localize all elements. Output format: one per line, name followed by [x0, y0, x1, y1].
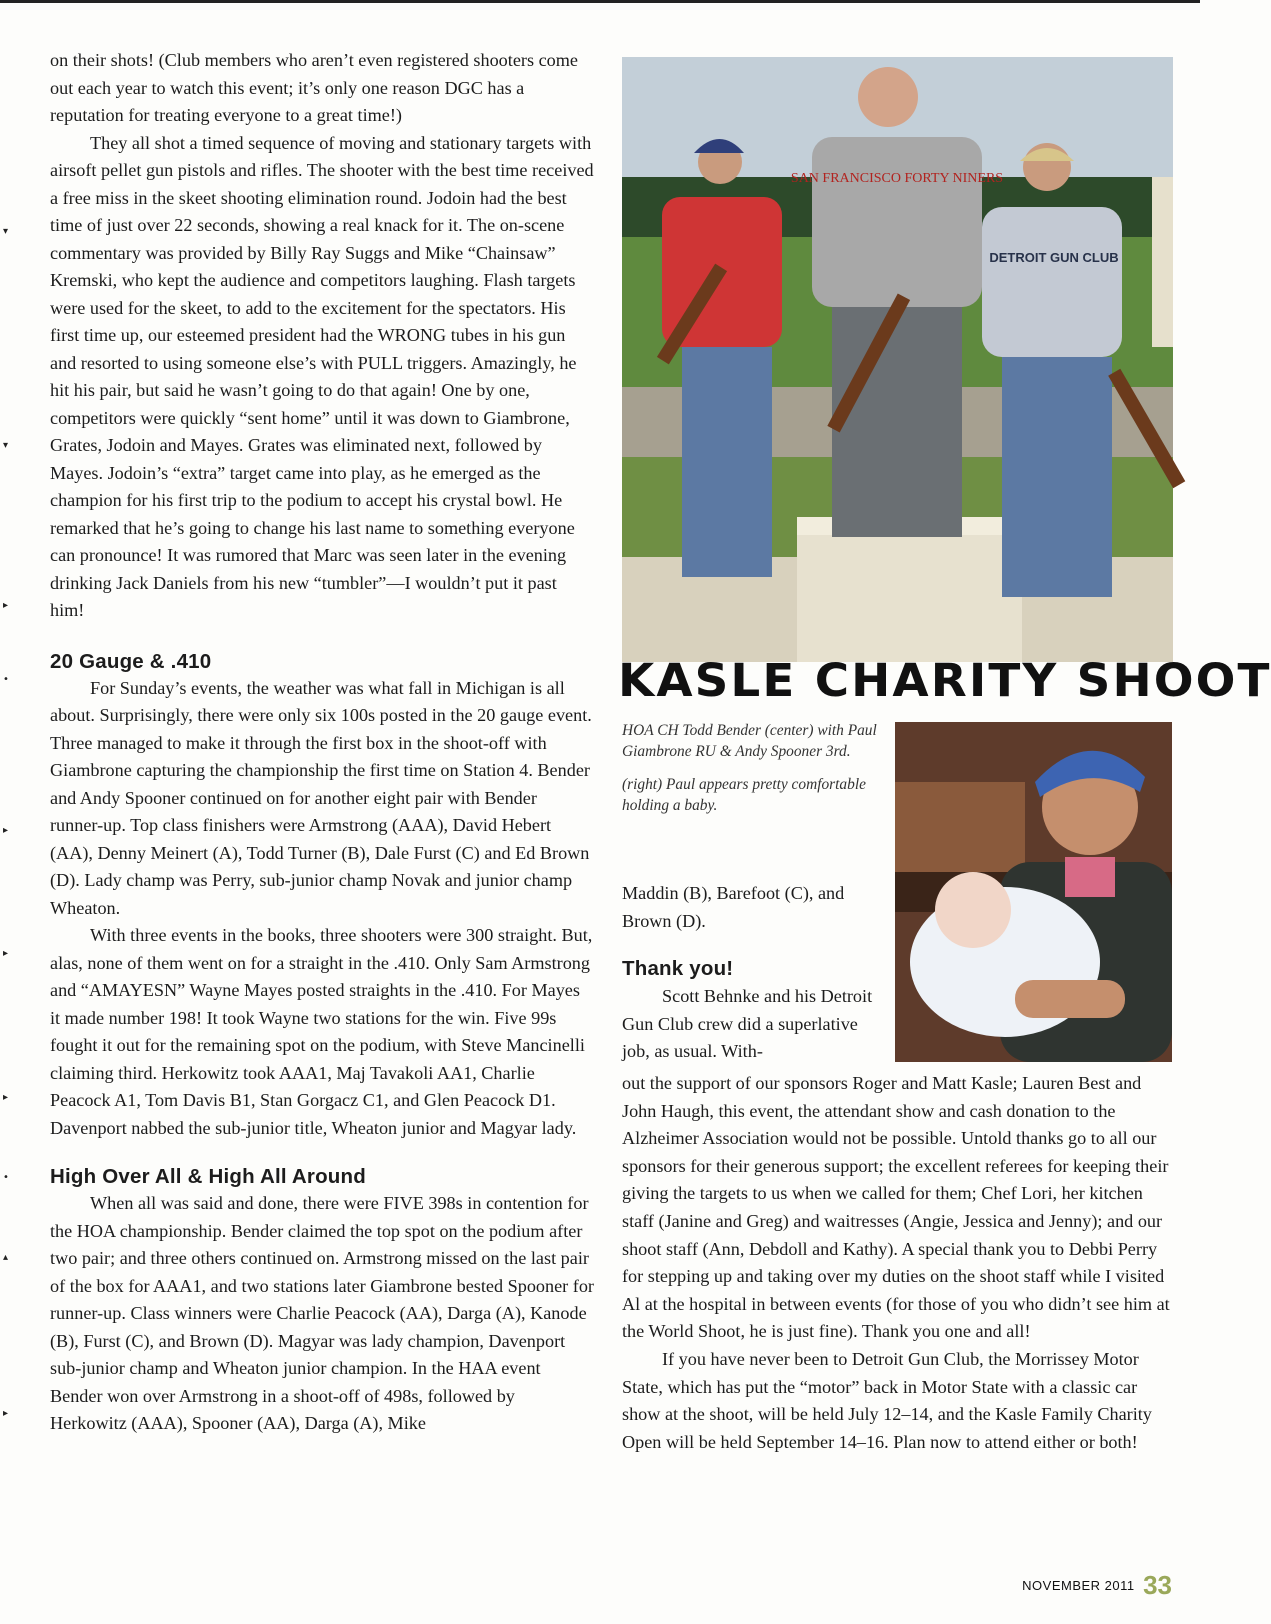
margin-mark: ▸	[3, 1408, 9, 1419]
margin-mark: ▾	[3, 226, 9, 237]
right-paragraph-2-start: Scott Behnke and his Detroit Gun Club crew did a superlative job, as usual. With-	[622, 986, 873, 1061]
left-paragraph-2: They all shot a timed sequence of moving and stationary targets with airsoft pellet gun pistols and rifles. The shooter with the best time received a free miss in the skeet shooting elimination round. Jodoin had the best time of just over 22 seconds, showing a real knack for it. The on-scene commentary was provided by Billy Ray Suggs and Mike “Chainsaw” Kremski, who kept the audience and competitors laughing. Flash targets were used for the skeet, to add to the excitement for the spectators. His first time up, our esteemed president had the WRONG tubes in his gun and resorted to using someone else’s with PULL triggers. Amazingly, he hit his pair, but said he wasn’t going to do that again! One by one, competitors were quickly “sent home” until it was down to Giambrone, Grates, Jodoin and Mayes. Grates was eliminated next, followed by Mayes. Jodoin’s “extra” target came into play, as he emerged as the champion for his first trip to the podium to accept his crystal bowl. He remarked that he’s going to change his last name to something everyone can pronounce! It was rumored that Marc was seen later in the evening drinking Jack Daniels from his new “tumbler”—I wouldn’t put it past him!	[50, 132, 594, 620]
left-paragraph-5: When all was said and done, there were FIVE 398s in contention for the HOA championship. Bender claimed the top spot on the podium after two pair; and three others continued on. Armstrong missed on the last pair of the box for AAA1, and two stations later Giambrone bested Spooner for runner-up. Class winners were Charlie Peacock (AA), Darga (A), Kanode (B), Furst (C), and Brown (D). Magyar was lady champion, Davenport sub-junior champ and Wheaton junior champion. In the HAA event Bender won over Armstrong in a shoot-off of 498s, followed by Herkowitz (AAA), Spooner (AA), Darga (A), Mike	[50, 1193, 594, 1433]
margin-mark: ▸	[3, 948, 9, 959]
baby-photo	[895, 722, 1172, 1062]
margin-mark: ▸	[3, 600, 9, 611]
kasle-charity-shoot-banner: KASLE CHARITY SHOOT	[618, 654, 1271, 707]
right-paragraph-1: Maddin (B), Barefoot (C), and Brown (D).	[622, 883, 845, 931]
page-number: 33	[1143, 1570, 1172, 1600]
heading-hoa-haa: High Over All & High All Around	[50, 1165, 366, 1188]
right-paragraph-2-rest: out the support of our sponsors Roger and Matt Kasle; Lauren Best and John Haugh, this event, the attendant show and cash donation to the Alzheimer Association would not be possible. Untold thanks go to all our sponsors for their generous support; the excellent referees for keeping their giving the targets to us when we called for them; Chef Lori, her kitchen staff (Janine and Greg) and waitresses (Angie, Jessica and Jenny); and our shoot staff (Ann, Debdoll and Kathy). A special thank you to Debbi Perry for stepping up and taking over my duties on the shoot staff while I visited Al at the hospital in between events (for those of you who didn’t see him at the World Shoot, he is just fine). Thank you one and all!	[622, 1073, 1170, 1342]
heading-20-gauge: 20 Gauge & .410	[50, 649, 212, 673]
caption-podium: HOA CH Todd Bender (center) with Paul Giambrone RU & Andy Spooner 3rd.	[622, 722, 877, 760]
right-column-wide	[622, 1070, 1174, 1456]
podium-photo-illustration	[622, 57, 1173, 662]
page-folio	[1022, 1570, 1172, 1601]
baby-photo-illustration	[895, 722, 1172, 1062]
margin-mark: ▸	[3, 825, 9, 836]
margin-mark: ▸	[3, 1092, 9, 1103]
top-rule	[0, 0, 1200, 3]
left-paragraph-3: For Sunday’s events, the weather was what fall in Michigan is all about. Surprisingly, there were only six 100s posted in the 20 gauge event. Three managed to make it through the first box in the shoot-off with Giambrone capturing the championship the first time on Station 4. Bender and Andy Spooner continued on for another eight pair with Bender runner-up. Top class finishers were Armstrong (AAA), David Hebert (AA), Denny Meinert (A), Todd Turner (B), Dale Furst (C) and Ed Brown (D). Lady champ was Perry, sub-junior champ Novak and junior champ Wheaton.	[50, 677, 592, 918]
left-column	[50, 47, 594, 1438]
heading-thank-you: Thank you!	[622, 957, 734, 980]
left-paragraph-4: With three events in the books, three shooters were 300 straight. But, alas, none of them went on for a straight in the .410. Only Sam Armstrong and “AMAYESN” Wayne Mayes posted straights in the .410. For Mayes it made number 198! It took Wayne two stations for the win. Five 99s fought it out for the remaining spot on the podium, with Steve Mancinelli claiming third. Herkowitz took AAA1, Maj Tavakoli AA1, Charlie Peacock A1, Tom Davis B1, Stan Gorgacz C1, and Glen Peacock D1. Davenport nabbed the sub-junior title, Wheaton junior and Magyar lady.	[50, 925, 593, 1138]
margin-mark: ▴	[3, 1252, 9, 1263]
margin-mark: •	[3, 1172, 9, 1183]
shirt-text-center: SAN FRANCISCO FORTY NINERS	[790, 171, 1004, 186]
left-paragraph-1: on their shots! (Club members who aren’t even registered shooters come out each year to watch this event; it’s only one reason DGC has a reputation for treating everyone to a great time!)	[50, 50, 578, 125]
margin-marks	[0, 0, 14, 1624]
right-paragraph-3: If you have never been to Detroit Gun Club, the Morrissey Motor State, which has put the “motor” back in Motor State with a classic car show at the shoot, will be held July 12–14, and the Kasle Family Charity Open will be held September 14–16. Plan now to attend either or both!	[622, 1348, 1152, 1452]
shirt-text-right: DETROIT GUN CLUB	[989, 250, 1119, 265]
photo-captions	[622, 720, 884, 828]
right-column-narrow	[622, 880, 886, 1066]
caption-baby: (right) Paul appears pretty comfortable holding a baby.	[622, 776, 866, 814]
issue-date: NOVEMBER 2011	[1022, 1578, 1135, 1593]
margin-mark: ▾	[3, 440, 9, 451]
podium-photo	[622, 57, 1173, 662]
margin-mark: •	[3, 674, 9, 685]
